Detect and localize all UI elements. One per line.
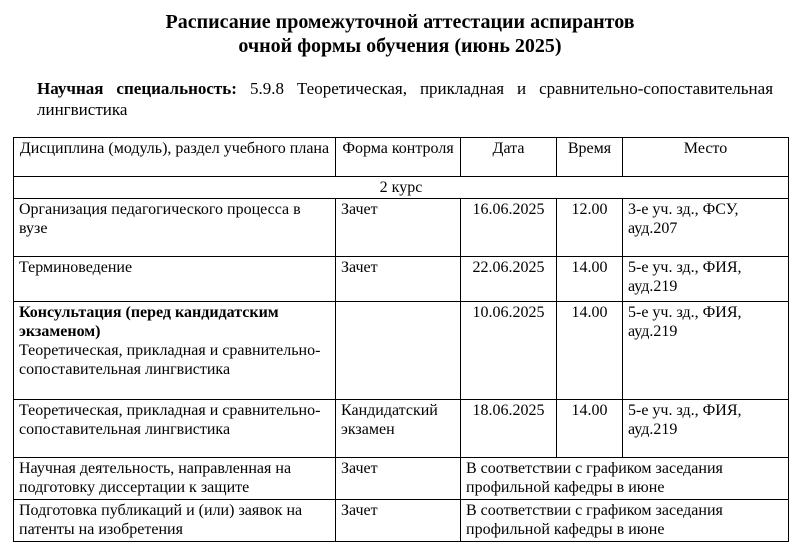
header-place: Место	[623, 138, 789, 177]
title-line-2: очной формы обучения (июнь 2025)	[238, 35, 562, 57]
row-time: 14.00	[557, 257, 623, 302]
header-discipline: Дисциплина (модуль), раздел учебного плана	[14, 138, 336, 177]
row-form	[336, 302, 461, 400]
row-date: 18.06.2025	[461, 400, 557, 458]
table-row	[14, 458, 789, 500]
row-date: 10.06.2025	[461, 302, 557, 400]
row-schedule-note: В соответствии с графиком заседания профильной кафедры в июне	[461, 500, 789, 542]
table-header-row	[14, 138, 789, 177]
header-date: Дата	[461, 138, 557, 177]
row-place: 3-е уч. зд., ФСУ, ауд.207	[623, 199, 789, 257]
row-place: 5-е уч. зд., ФИЯ, ауд.219	[623, 257, 789, 302]
header-time: Время	[557, 138, 623, 177]
schedule-table	[13, 137, 789, 542]
row-time: 12.00	[557, 199, 623, 257]
table-row	[14, 199, 789, 257]
row-date: 22.06.2025	[461, 257, 557, 302]
row-form: Зачет	[336, 257, 461, 302]
page-title	[0, 10, 800, 58]
specialty-label: Научная специальность:	[37, 79, 237, 98]
header-form: Форма контроля	[336, 138, 461, 177]
course-label: 2 курс	[14, 177, 789, 199]
row-form: Кандидатский экзамен	[336, 400, 461, 458]
row-place: 5-е уч. зд., ФИЯ, ауд.219	[623, 302, 789, 400]
table-row	[14, 500, 789, 542]
row-time: 14.00	[557, 400, 623, 458]
title-line-1: Расписание промежуточной аттестации аспирантов	[165, 11, 635, 33]
table-row	[14, 257, 789, 302]
row-date: 16.06.2025	[461, 199, 557, 257]
course-row	[14, 177, 789, 199]
row-schedule-note: В соответствии с графиком заседания профильной кафедры в июне	[461, 458, 789, 500]
row-discipline: Теоретическая, прикладная и сравнительно-сопоставительная лингвистика	[14, 400, 336, 458]
row-place: 5-е уч. зд., ФИЯ, ауд.219	[623, 400, 789, 458]
table-row	[14, 302, 789, 400]
specialty-paragraph	[37, 78, 773, 120]
row-form: Зачет	[336, 199, 461, 257]
row-time: 14.00	[557, 302, 623, 400]
row-discipline: Научная деятельность, направленная на подготовку диссертации к защите	[14, 458, 336, 500]
row-form: Зачет	[336, 458, 461, 500]
table-row	[14, 400, 789, 458]
row-form: Зачет	[336, 500, 461, 542]
consultation-subject: Теоретическая, прикладная и сравнительно-сопоставительная лингвистика	[19, 342, 321, 378]
specialty-value: 5.9.8 Теоретическая, прикладная и сравнительно-сопоставительная лингвистика	[37, 79, 774, 119]
row-discipline: Подготовка публикаций и (или) заявок на патенты на изобретения	[14, 500, 336, 542]
row-discipline	[14, 302, 336, 400]
row-discipline: Терминоведение	[14, 257, 336, 302]
row-discipline: Организация педагогического процесса в вузе	[14, 199, 336, 257]
consultation-title: Консультация (перед кандидатским экзаменом)	[19, 304, 279, 340]
